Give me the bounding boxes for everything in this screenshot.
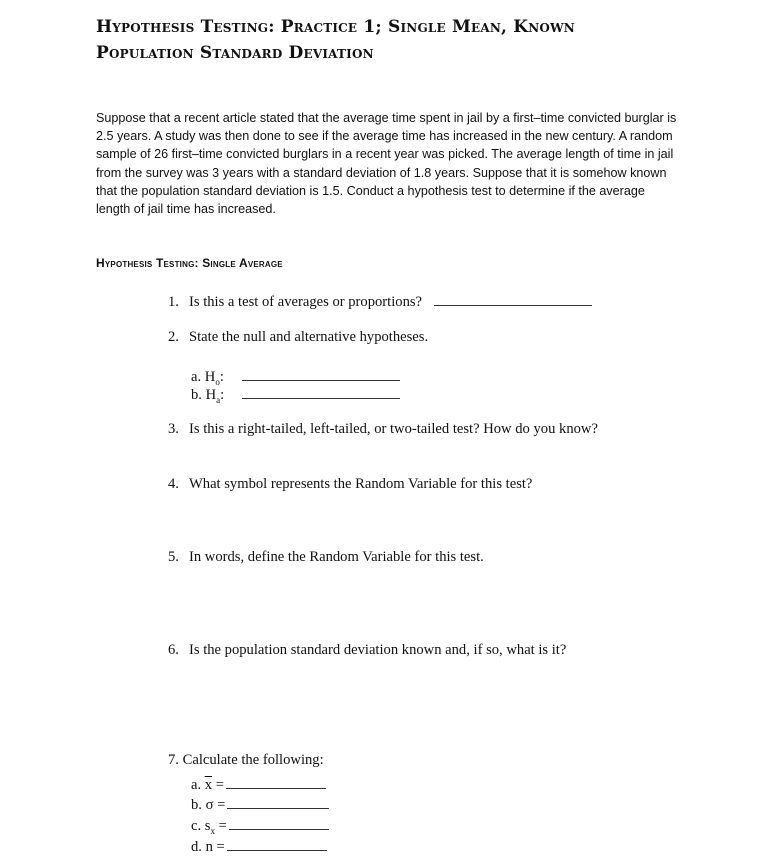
question-text: Calculate the following: <box>182 752 324 768</box>
equals-sign: = <box>212 777 224 793</box>
calc-row-x-bar <box>191 774 326 794</box>
calc-row-sx <box>191 815 329 836</box>
calc-row-n <box>191 836 327 856</box>
question-4 <box>168 476 532 493</box>
question-number: 7. <box>168 752 179 768</box>
n-symbol: n <box>205 839 213 855</box>
question-text: What symbol represents the Random Variable for this test? <box>189 476 533 492</box>
n-blank[interactable] <box>227 836 327 851</box>
question-2 <box>168 329 428 346</box>
question-text: Is this a right-tailed, left-tailed, or two-tailed test? How do you know? <box>189 421 598 437</box>
sx-blank[interactable] <box>229 815 329 830</box>
s-symbol: s <box>204 818 211 834</box>
question-text: In words, define the Random Variable for this test. <box>189 549 484 565</box>
question-text: Is the population standard deviation known and, if so, what is it? <box>189 642 567 658</box>
calc-label: b. <box>191 797 202 813</box>
question-number: 6. <box>168 642 179 658</box>
calc-label: c. <box>191 818 202 834</box>
hypothesis-colon: : <box>220 387 225 403</box>
document-title <box>96 14 716 66</box>
hypothesis-colon: : <box>219 369 224 385</box>
question-3 <box>168 421 598 438</box>
hypothesis-label: a. H <box>191 369 216 385</box>
question-text: State the null and alternative hypotheses. <box>189 329 429 345</box>
hypothesis-subscript: a <box>216 394 221 405</box>
equals-sign: = <box>213 797 226 813</box>
question-number: 2. <box>168 329 179 345</box>
equals-sign: = <box>214 818 227 834</box>
question-1 <box>168 291 592 311</box>
section-heading: Hypothesis Testing: Single Average <box>96 256 283 270</box>
hypothesis-subscript: o <box>215 376 220 387</box>
question-7 <box>168 752 324 769</box>
title-line-2: Population Standard Deviation <box>96 43 374 63</box>
x-bar-blank[interactable] <box>226 774 326 789</box>
null-hypothesis-blank[interactable] <box>242 366 400 381</box>
question-6 <box>168 642 566 659</box>
sigma-symbol: σ <box>205 797 214 813</box>
question-number: 3. <box>168 421 179 437</box>
x-bar-symbol: $\overline{x}$ <box>204 777 213 793</box>
calc-label: d. <box>191 839 202 855</box>
calc-label: a. <box>191 777 202 793</box>
s-subscript: x <box>210 825 215 836</box>
question-number: 1. <box>168 294 179 310</box>
alternative-hypothesis-blank[interactable] <box>242 384 400 399</box>
title-line-1: Hypothesis Testing: Practice 1; Single Mean, Known <box>96 17 575 37</box>
alternative-hypothesis-row <box>191 384 400 405</box>
question-5 <box>168 549 484 566</box>
question-text: Is this a test of averages or proportions? <box>189 294 423 310</box>
question-number: 4. <box>168 476 179 492</box>
question-number: 5. <box>168 549 179 565</box>
calc-row-sigma <box>191 794 329 814</box>
problem-statement: Suppose that a recent article stated that the average time spent in jail by a first–time convicted burglar is 2.5 years. A study was then done to see if the average time has increased in the new century. A random sample of 26 first–time convicted burglars in a recent year was picked. The average length of time in jail from the survey was 3 years with a standard deviation of 1.8 years. Suppose that it is somehow known that the population standard deviation is 1.5. Conduct a hypothesis test to determine if the average length of jail time has increased. <box>96 111 677 217</box>
equals-sign: = <box>212 839 225 855</box>
answer-blank[interactable] <box>434 291 592 306</box>
hypothesis-label: b. H <box>191 387 217 403</box>
sigma-blank[interactable] <box>227 794 329 809</box>
